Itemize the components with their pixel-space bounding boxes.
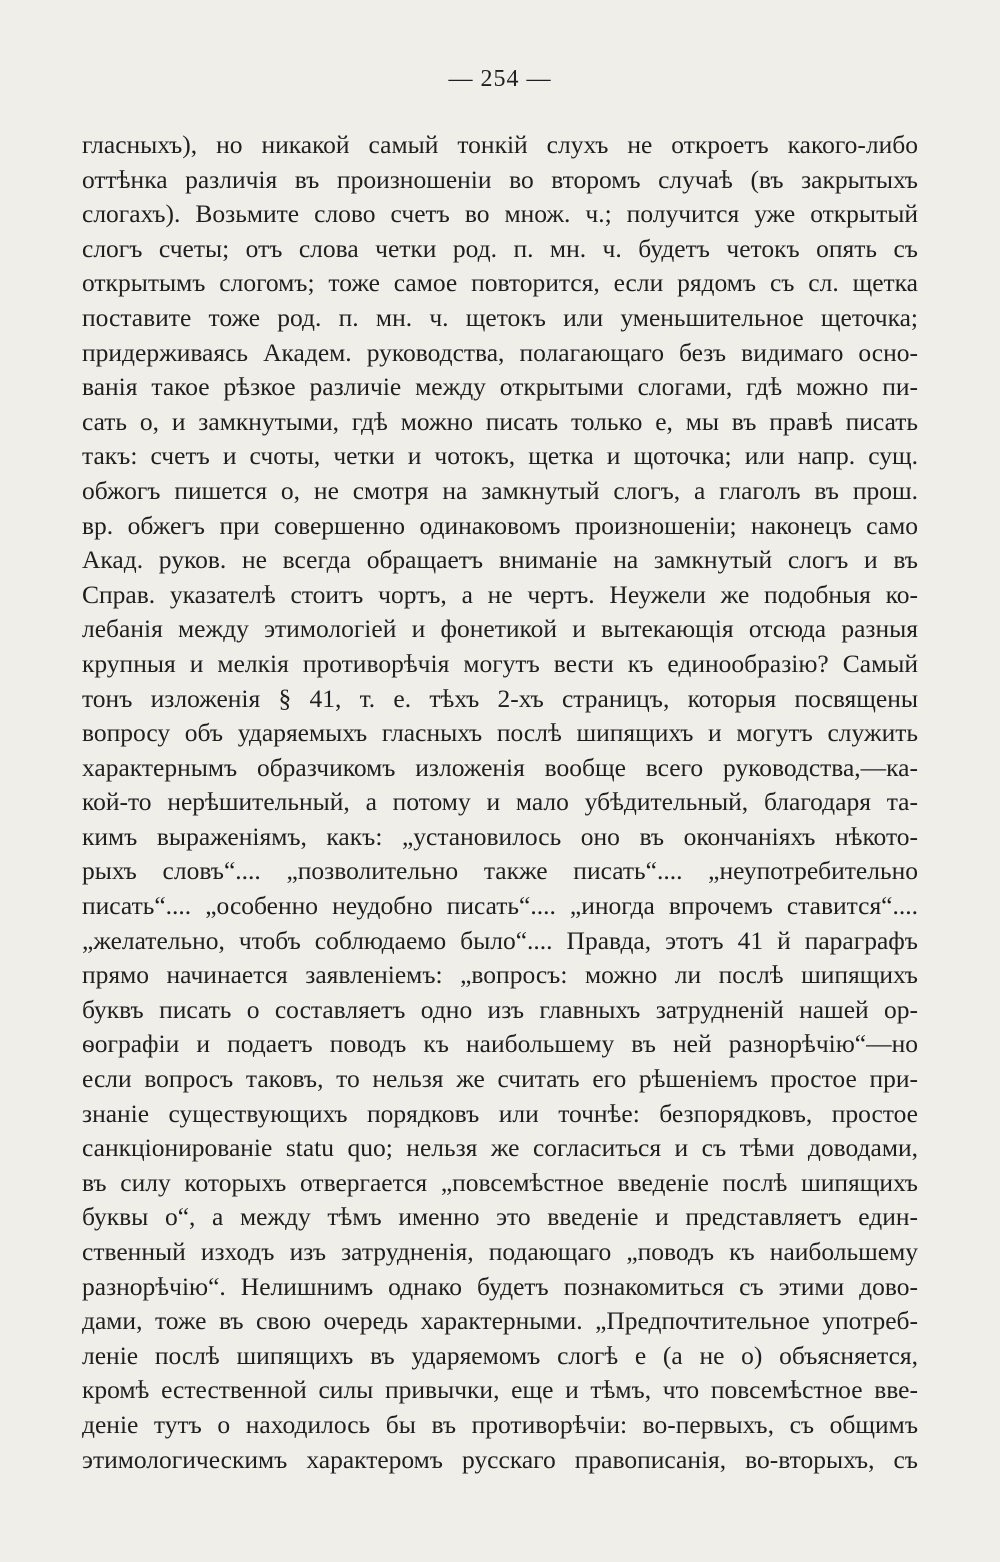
body-text: [82, 128, 918, 1477]
text-line: леніе послѣ шипящихъ въ ударяемомъ слогѣ е (а не о) объясняется,: [82, 1340, 918, 1370]
text-line: сать о, и замкнутыми, гдѣ можно писать только е, мы въ правѣ писать: [82, 406, 918, 436]
text-line: поставите тоже род. п. мн. ч. щетокъ или уменьшительное щеточка;: [82, 302, 918, 332]
text-line: Справ. указателѣ стоитъ чортъ, а не чертъ. Неужели же подобныя ко-: [82, 579, 918, 609]
text-line: тонъ изложенія § 41, т. е. тѣхъ 2-хъ страницъ, которыя посвящены: [82, 683, 918, 713]
text-line: этимологическимъ характеромъ русскаго правописанія, во-вторыхъ, съ: [82, 1444, 918, 1474]
text-line: слогъ счеты; отъ слова четки род. п. мн. ч. будетъ четокъ опять съ: [82, 233, 918, 263]
text-line: обжогъ пишется о, не смотря на замкнутый слогъ, а глаголъ въ прош.: [82, 475, 918, 505]
text-line: характернымъ образчикомъ изложенія вообще всего руководства,—ка-: [82, 752, 918, 782]
text-line: ственный изходъ изъ затрудненія, подающаго „поводъ къ наибольшему: [82, 1237, 918, 1266]
text-line: оттѣнка различія въ произношеніи во второмъ случаѣ (въ закрытыхъ: [82, 164, 918, 194]
text-line: прямо начинается заявленіемъ: „вопросъ: можно ли послѣ шипящихъ: [82, 960, 918, 990]
text-line: знаніе существующихъ порядковъ или точнѣе: безпорядковъ, простое: [82, 1098, 918, 1128]
text-line: гласныхъ), но никакой самый тонкій слухъ не откроетъ какого-либо: [82, 130, 918, 159]
text-line: слогахъ). Возьмите слово счетъ во множ. ч.; получится уже открытый: [82, 199, 918, 229]
text-line: деніе тутъ о находилось бы въ противорѣчіи: во-первыхъ, съ общимъ: [82, 1409, 918, 1439]
text-line: разнорѣчію“. Нелишнимъ однако будетъ познакомиться съ этими дово-: [82, 1271, 918, 1301]
text-line: рыхъ словъ“.... „позволительно также писать“.... „неупотребительно: [82, 856, 918, 886]
text-line: такъ: счетъ и счоты, четки и чотокъ, щетка и щоточка; или напр. сущ.: [82, 441, 918, 471]
text-line: придерживаясь Академ. руководства, полагающаго безъ видимаго осно-: [82, 337, 918, 367]
text-line: кимъ выраженіямъ, какъ: „установилось оно въ окончаніяхъ нѣкото-: [82, 821, 918, 851]
text-line: вр. обжегъ при совершенно одинаковомъ произношеніи; наконецъ само: [82, 510, 918, 540]
text-line: кромѣ естественной силы привычки, еще и тѣмъ, что повсемѣстное вве-: [82, 1375, 918, 1405]
text-line: буквы о“, а между тѣмъ именно это введеніе и представляетъ един-: [82, 1202, 918, 1232]
text-line: въ силу которыхъ отвергается „повсемѣстное введеніе послѣ шипящихъ: [82, 1167, 918, 1197]
text-line: писать“.... „особенно неудобно писать“.... „иногда впрочемъ ставится“....: [82, 891, 918, 921]
text-line: ванія такое рѣзкое различіе между открытыми слогами, гдѣ можно пи-: [82, 372, 918, 402]
page-number: — 254 —: [448, 66, 552, 92]
text-line: если вопросъ таковъ, то нельзя же считать его рѣшеніемъ простое при-: [82, 1064, 918, 1094]
text-line: вопросу объ ударяемыхъ гласныхъ послѣ шипящихъ и могутъ служить: [82, 718, 918, 748]
text-line: лебанія между этимологіей и фонетикой и вытекающія отсюда разныя: [82, 614, 918, 644]
text-line: открытымъ слогомъ; тоже самое повторится, если рядомъ съ сл. щетка: [82, 268, 918, 298]
text-line: крупныя и мелкія противорѣчія могутъ вести къ единообразію? Самый: [82, 648, 918, 678]
text-line: буквъ писать о составляетъ одно изъ главныхъ затрудненій нашей ор-: [82, 994, 918, 1024]
text-line: санкціонированіе statu quo; нельзя же согласиться и съ тѣми доводами,: [82, 1133, 918, 1163]
text-line: дами, тоже въ свою очередь характерными. „Предпочтительное употреб-: [82, 1306, 918, 1336]
text-line: ѳографіи и подаетъ поводъ къ наибольшему въ ней разнорѣчію“—но: [82, 1029, 918, 1059]
text-line: „желательно, чтобъ соблюдаемо было“.... Правда, этотъ 41 й параграфъ: [82, 925, 918, 955]
text-line: кой-то нерѣшительный, а потому и мало убѣдительный, благодаря та-: [82, 787, 918, 817]
text-line: Акад. руков. не всегда обращаетъ вниманіе на замкнутый слогъ и въ: [82, 545, 918, 575]
